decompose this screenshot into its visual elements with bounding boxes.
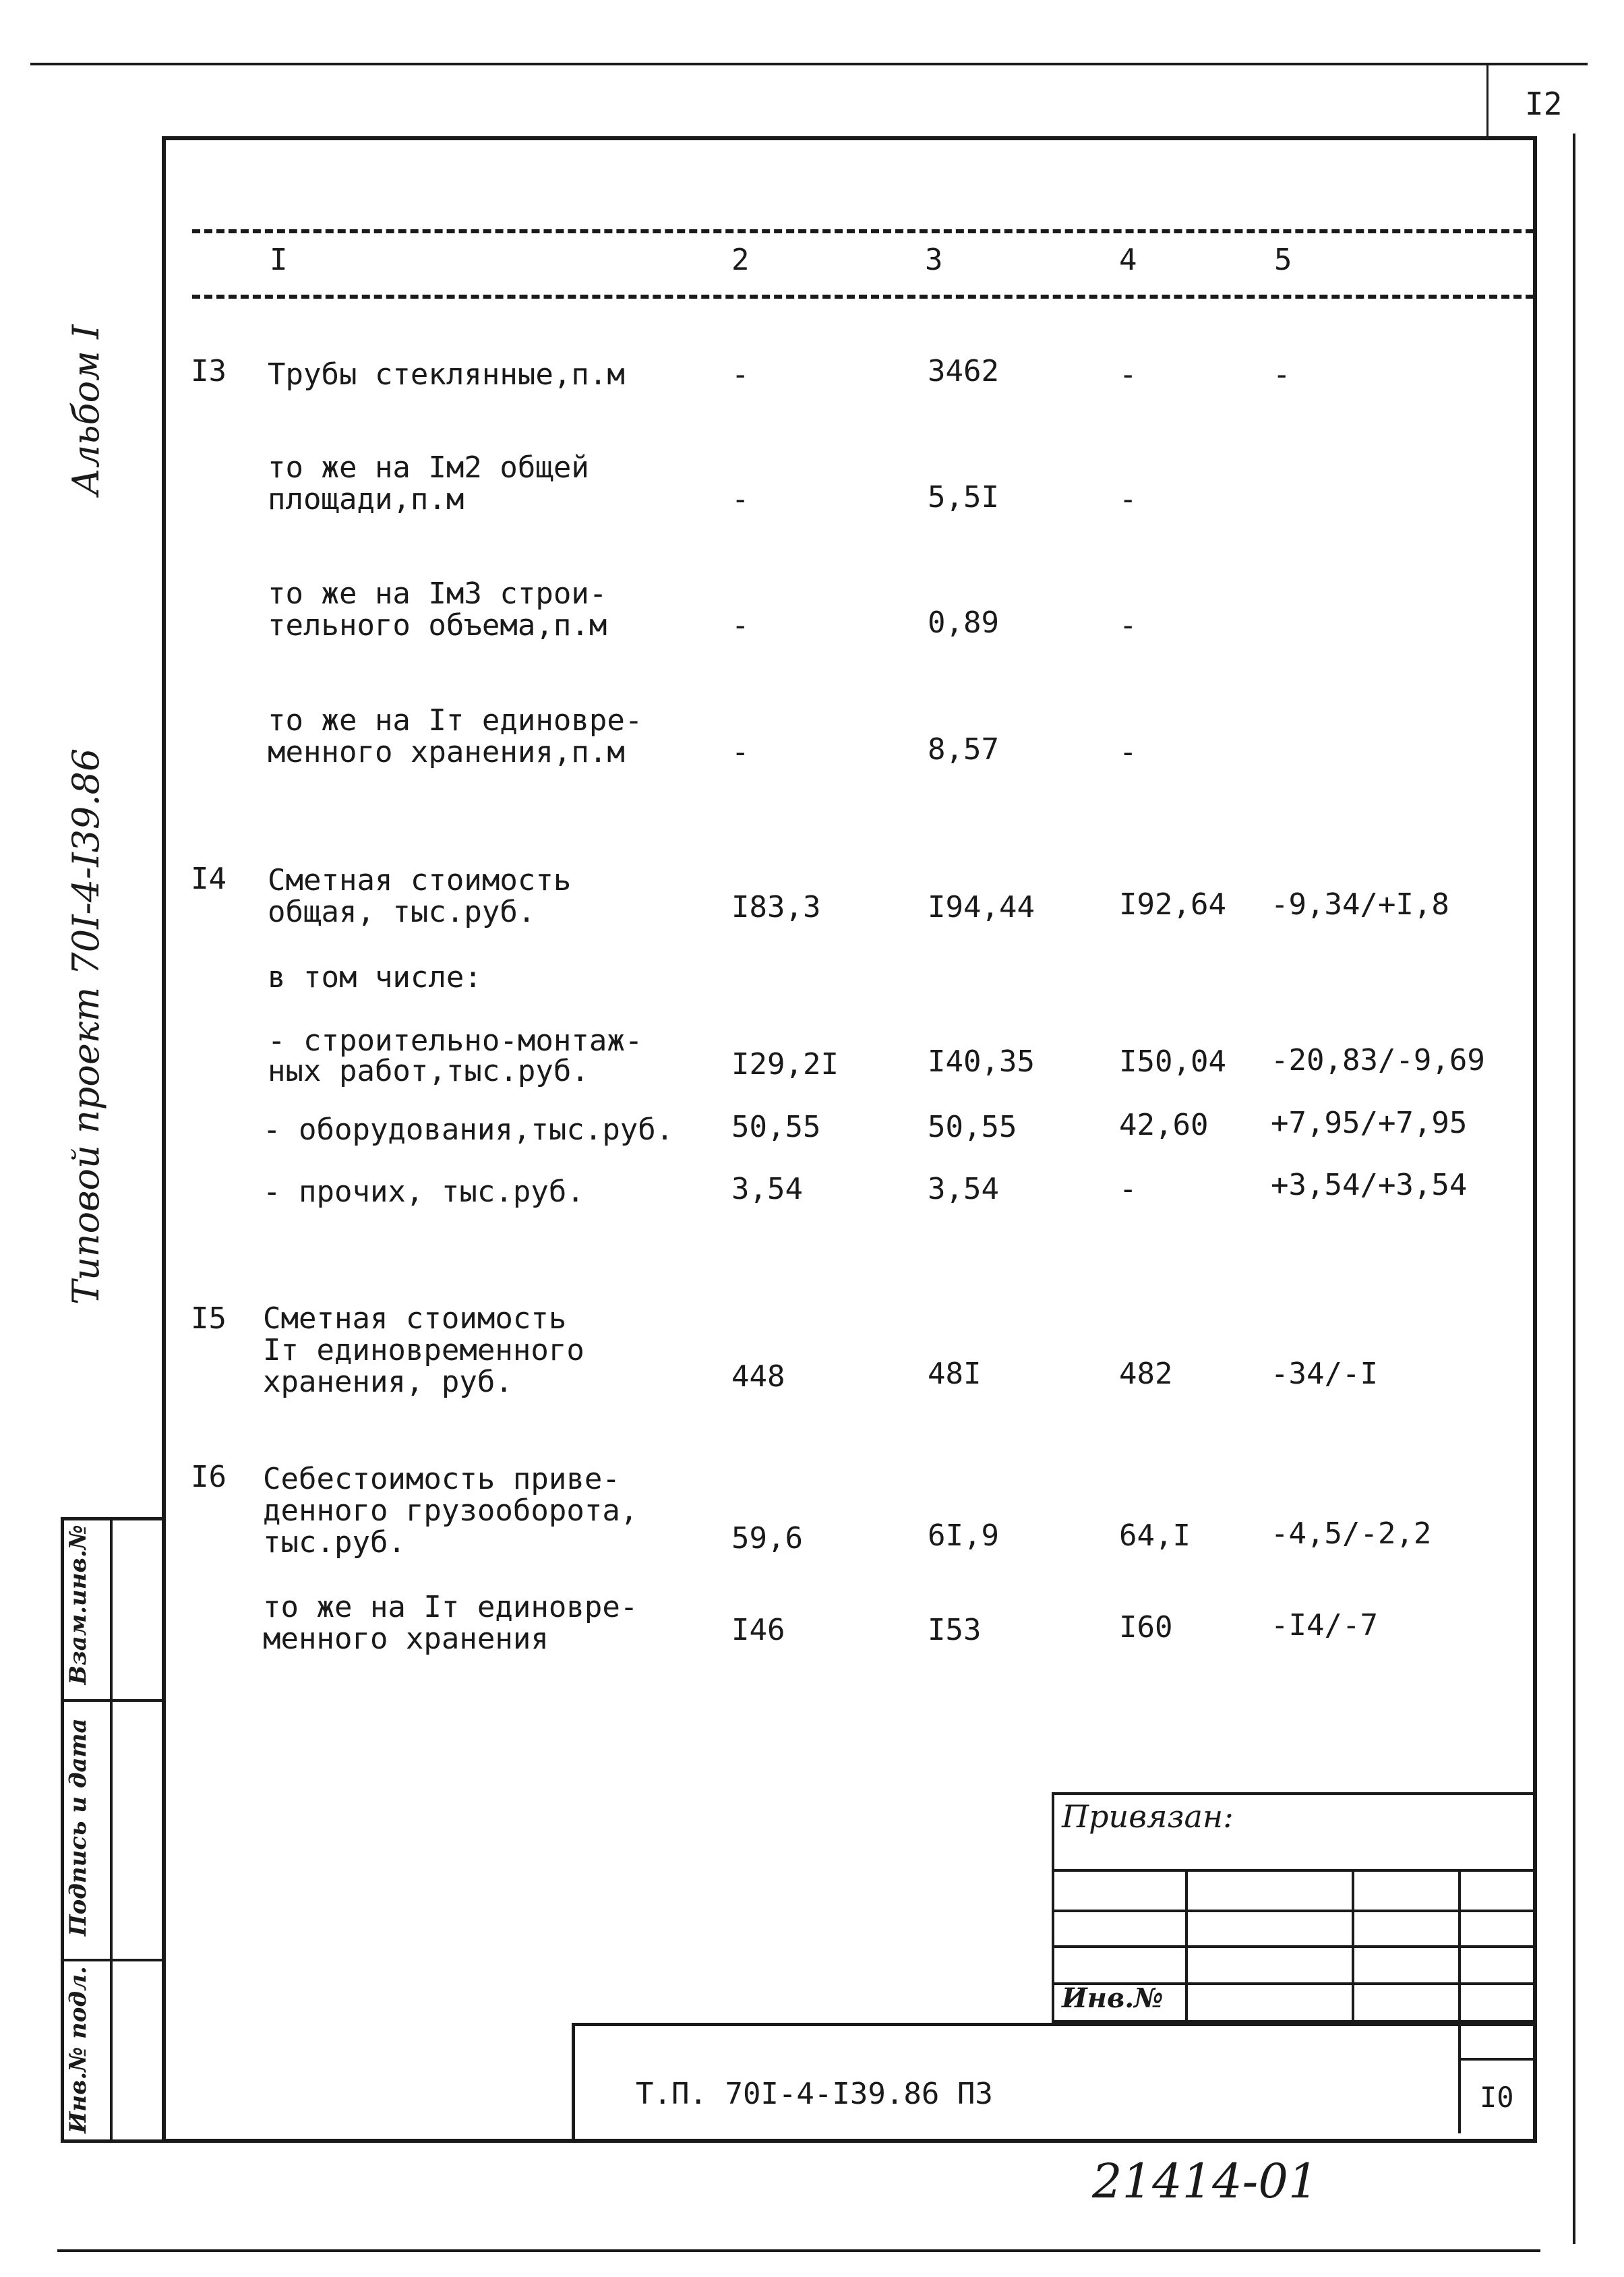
cell-col3: 0,89 [928,605,999,640]
cell-col2: - [731,735,750,769]
cell-col5: +3,54/+3,54 [1271,1168,1468,1202]
row-label-line: ных работ,тыс.руб. [268,1054,589,1088]
row-label-line: - строительно-монтаж- [268,1024,643,1058]
cell-col2: - [731,357,750,392]
page-number: I2 [1525,86,1563,122]
row-label-line: - оборудования,тыс.руб. [263,1113,674,1147]
doc-strip-top-border [572,2023,1537,2026]
cell-col5: -4,5/-2,2 [1271,1516,1432,1551]
row-label-line: Трубы стеклянные,п.м [268,357,625,392]
inv-number-label: Инв.№ [1062,1982,1164,2014]
cell-col2: I83,3 [731,890,821,924]
cell-col5: - [1273,357,1291,392]
row-label-line: то же на Iм3 строи- [268,576,607,611]
cell-col4: - [1119,608,1137,643]
cell-col3: 3462 [928,354,999,388]
cell-col3: I94,44 [928,890,1035,924]
cell-col2: - [731,608,750,643]
row-number: I6 [191,1460,227,1494]
grid-col-2 [1352,1869,1354,2020]
row-label-line: тельного объема,п.м [268,608,607,643]
row-label-line: в том числе: [268,960,482,995]
row-label-line: Сметная стоимость [263,1301,567,1336]
archive-number: 21414-01 [1092,2154,1319,2209]
top-edge-line [30,63,1588,65]
privyazan-label: Привязан: [1062,1798,1234,1835]
cell-col4: - [1119,1172,1137,1206]
project-label: Типовой проект 70I-4-I39.86 [65,748,107,1305]
col-header-4: 4 [1119,243,1137,277]
grid-col-1 [1185,1869,1188,2020]
privyazan-top-border [1052,1792,1537,1795]
cell-col2: 3,54 [731,1172,803,1206]
grid-line-2 [1052,1910,1537,1912]
binding-strip-row-line-2 [61,1959,162,1961]
col-header-1: I [270,243,288,277]
row-label-line: общая, тыс.руб. [268,895,536,929]
stamp-orig-inv: Инв.№ подл. [65,1966,92,2133]
cell-col5: -34/-I [1271,1357,1378,1391]
row-label-line: менного хранения [263,1622,549,1656]
cell-col3: I53 [928,1613,982,1647]
row-number: I3 [191,354,227,388]
binding-strip-divider [110,1517,113,2143]
cell-col2: 50,55 [731,1110,821,1144]
cell-col4: 482 [1119,1357,1173,1391]
row-label-line: Себестоимость приве- [263,1462,620,1496]
cell-col4: - [1119,482,1137,516]
cell-col4: I50,04 [1119,1044,1226,1079]
row-label-line: менного хранения,п.м [268,735,625,769]
row-label-line: - прочих, тыс.руб. [263,1175,584,1209]
stamp-signature-date: Подпись и дата [65,1718,92,1936]
document-code: Т.П. 70I-4-I39.86 ПЗ [636,2077,993,2111]
cell-col3: 5,5I [928,480,999,514]
doc-strip-left-border [572,2023,575,2143]
row-label-line: то же на Iм2 общей [268,450,589,485]
cell-col5: +7,95/+7,95 [1271,1106,1468,1140]
row-label-line: то же на Iт единовре- [268,703,643,738]
cell-col5: -I4/-7 [1271,1608,1378,1643]
cell-col3: 48I [928,1357,982,1391]
cell-col4: - [1119,357,1137,392]
row-label-line: площади,п.м [268,482,464,516]
header-bottom-dashed-line [192,295,1534,299]
grid-col-3 [1458,1869,1461,2133]
cell-col4: I92,64 [1119,887,1226,922]
right-edge-line [1573,134,1575,2244]
col-header-5: 5 [1274,243,1292,277]
cell-col4: - [1119,735,1137,769]
album-label: Альбом I [65,324,107,496]
sheet-box-divider [1458,2058,1537,2061]
cell-col2: I46 [731,1613,785,1647]
row-label-line: Сметная стоимость [268,863,572,897]
bottom-edge-line [57,2249,1540,2252]
row-number: I4 [191,862,227,896]
row-label-line: то же на Iт единовре- [263,1590,638,1624]
row-label-line: хранения, руб. [263,1365,513,1399]
row-label-line: денного грузооборота, [263,1494,638,1528]
cell-col4: 64,I [1119,1518,1191,1553]
cell-col3: I40,35 [928,1044,1035,1079]
col-header-3: 3 [925,243,943,277]
cell-col3: 50,55 [928,1110,1017,1144]
sheet-number: I0 [1480,2081,1514,2114]
grid-line-1 [1052,1869,1537,1872]
cell-col2: 59,6 [731,1521,803,1556]
cell-col3: 8,57 [928,732,999,767]
cell-col4: I60 [1119,1610,1173,1645]
cell-col2: I29,2I [731,1047,839,1082]
col-header-2: 2 [731,243,750,277]
row-label-line: тыс.руб. [263,1525,406,1560]
cell-col4: 42,60 [1119,1108,1209,1142]
header-top-dashed-line [192,229,1534,233]
cell-col2: 448 [731,1359,785,1394]
cell-col3: 3,54 [928,1172,999,1206]
page-number-divider [1486,65,1488,136]
grid-line-3 [1052,1945,1537,1948]
row-number: I5 [191,1301,227,1336]
privyazan-left-border [1052,1792,1054,2023]
row-label-line: Iт единовременного [263,1333,584,1367]
cell-col2: - [731,482,750,516]
binding-strip-row-line-1 [61,1699,162,1702]
cell-col5: -9,34/+I,8 [1271,887,1449,922]
cell-col3: 6I,9 [928,1518,999,1553]
stamp-replace-inv: Взам.инв.№ [65,1525,92,1685]
cell-col5: -20,83/-9,69 [1271,1043,1485,1077]
